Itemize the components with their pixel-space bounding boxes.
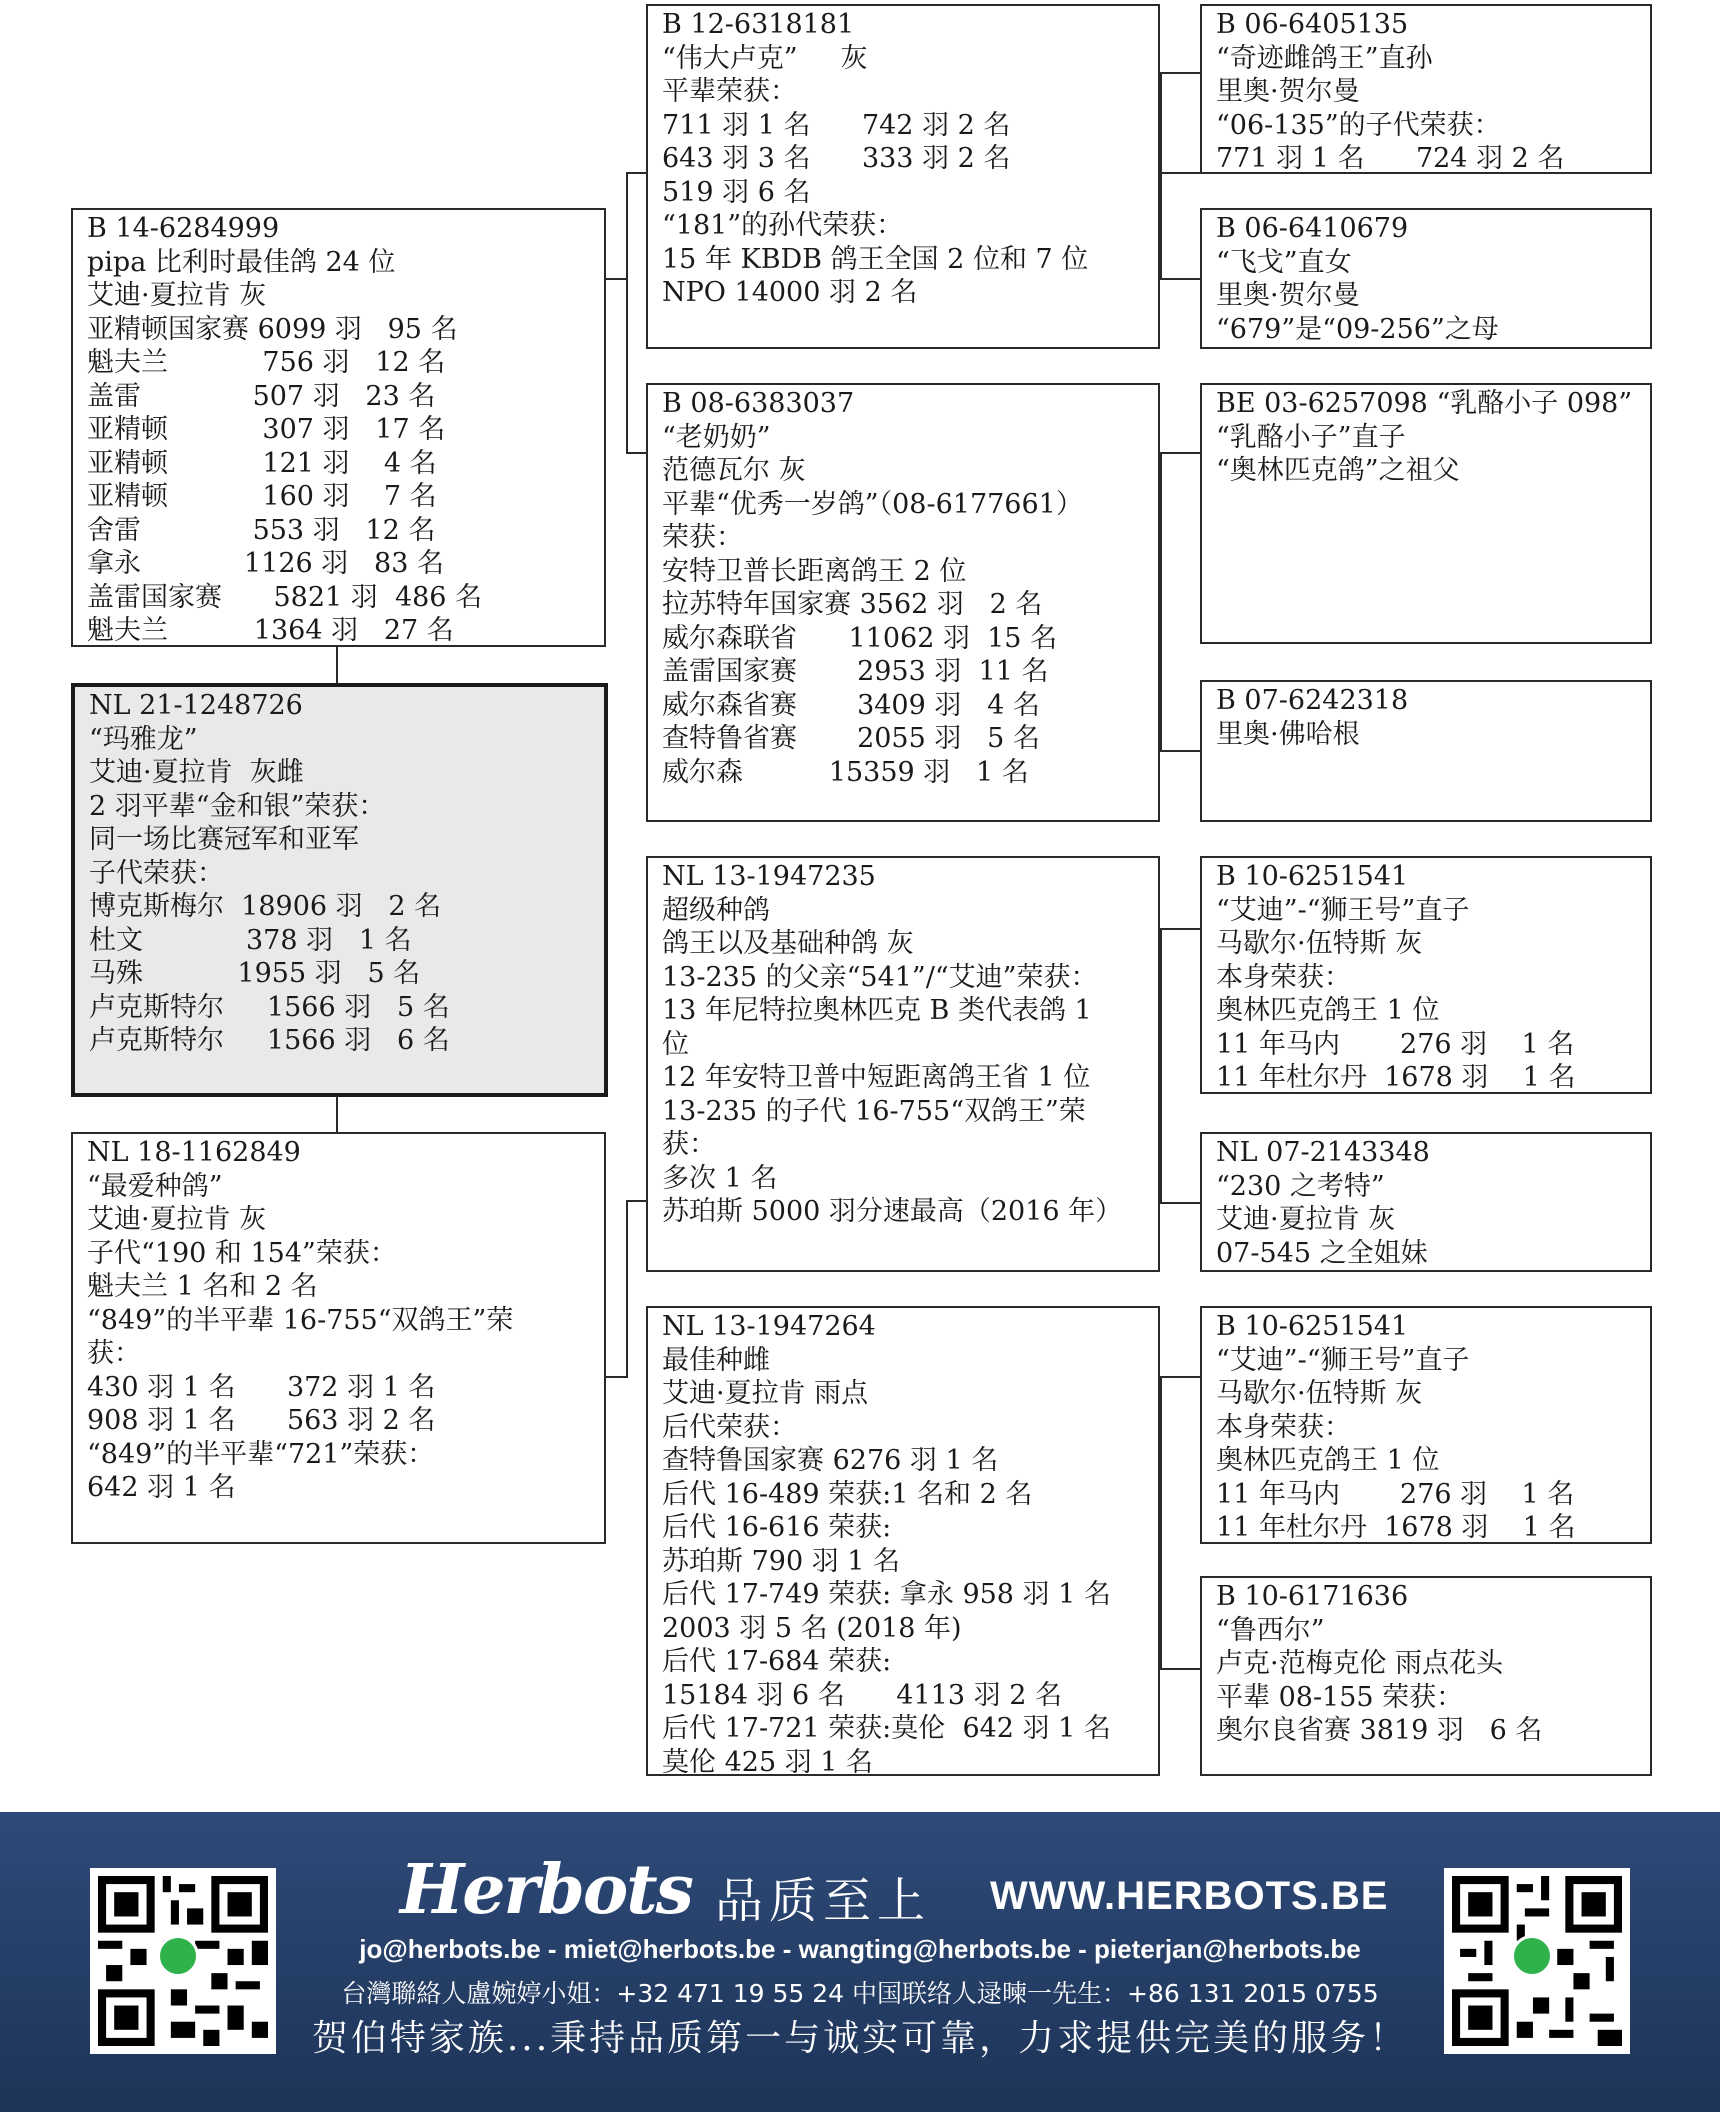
connector-line [605, 278, 627, 280]
pedigree-line: 拉苏特年国家赛 3562 羽 2 名 [662, 589, 1043, 620]
subject-pigeon-box [71, 683, 608, 1097]
ring-number: B 07-6242318 [1216, 685, 1409, 716]
connector-line [1160, 72, 1162, 280]
pedigree-line: 后代 16-489 荣获:1 名和 2 名 [662, 1478, 1033, 1510]
pedigree-line: 奥尔良省赛 3819 羽 6 名 [1216, 1715, 1543, 1746]
pedigree-line: 荣获： [662, 522, 743, 553]
sire-dam-box [646, 383, 1160, 822]
pedigree-line: 亚精顿国家赛 6099 羽 95 名 [87, 313, 458, 345]
pedigree-line: 艾迪·夏拉肯 雨点 [662, 1378, 869, 1409]
pedigree-line: “最爱种鸽” [87, 1170, 223, 1202]
pedigree-line: 后代 17-684 荣获: [662, 1646, 892, 1677]
pedigree-line: 奥林匹克鸽王 1 位 [1216, 995, 1440, 1026]
pedigree-line: 子代荣获： [89, 857, 224, 889]
pedigree-line: 艾迪·夏拉肯 灰 [87, 280, 267, 311]
pedigree-line: 艾迪·夏拉肯 灰 [1216, 1204, 1396, 1235]
pedigree-line: 舍雷 553 羽 12 名 [87, 514, 436, 546]
pedigree-line: 711 羽 1 名 742 羽 2 名 [662, 109, 1011, 141]
pedigree-line: 里奥·贺尔曼 [1216, 280, 1360, 311]
herbots-logo: Herbots [400, 1850, 692, 1930]
pedigree-line: 苏珀斯 790 羽 1 名 [662, 1545, 901, 1577]
sire-dam-sire-box [1200, 383, 1652, 644]
sire-sire-dam-box [1200, 208, 1652, 349]
pedigree-line: 杜文 378 羽 1 名 [89, 924, 412, 956]
connector-line [1160, 172, 1200, 174]
sire-sire-sire-box [1200, 4, 1652, 174]
motto: 贺伯特家族...秉持品质第一与诚实可靠，力求提供完美的服务！ [311, 2018, 1409, 2059]
ring-number: NL 18-1162849 [87, 1137, 301, 1168]
pedigree-line: 15184 羽 6 名 4113 羽 2 名 [662, 1679, 1062, 1711]
pedigree-line: 15 年 KBDB 鸽王全国 2 位和 7 位 [662, 243, 1089, 275]
pedigree-line: 里奥·佛哈根 [1216, 718, 1360, 750]
ring-number: BE 03-6257098 “乳酪小子 098” [1216, 388, 1633, 419]
connector-line [1160, 278, 1200, 280]
pedigree-line: 07-545 之全姐妹 [1216, 1237, 1428, 1269]
connector-line [626, 1200, 646, 1202]
pedigree-line: 范德瓦尔 灰 [662, 455, 806, 486]
pedigree-line: 获： [662, 1129, 716, 1160]
pedigree-line: 拿永 1126 羽 83 名 [87, 548, 444, 579]
ring-number: NL 07-2143348 [1216, 1137, 1430, 1168]
pedigree-line: 马歇尔·伍特斯 灰 [1216, 1378, 1423, 1409]
ring-number: NL 21-1248726 [89, 690, 303, 721]
pedigree-line: 盖雷国家赛 2953 羽 11 名 [662, 656, 1049, 687]
pedigree-line: “849”的半平辈 16-755“双鸽王”荣 [87, 1304, 514, 1336]
pedigree-line: 本身荣获： [1216, 961, 1351, 993]
pedigree-line: “230 之考特” [1216, 1170, 1385, 1202]
pedigree-line: 奥林匹克鸽王 1 位 [1216, 1445, 1440, 1476]
pedigree-line: 亚精顿 160 羽 7 名 [87, 481, 437, 512]
pedigree-line: pipa 比利时最佳鸽 24 位 [87, 246, 396, 278]
pedigree-line: 子代“190 和 154”荣获： [87, 1237, 397, 1269]
pedigree-line: 后代 16-616 荣获: [662, 1512, 892, 1543]
pedigree-line: “181”的孙代荣获： [662, 210, 904, 241]
pedigree-line: 艾迪·夏拉肯 灰雌 [89, 757, 304, 788]
pedigree-line: 11 年杜尔丹 1678 羽 1 名 [1216, 1512, 1576, 1543]
ring-number: B 06-6410679 [1216, 213, 1409, 244]
dam-box [71, 1132, 606, 1544]
pedigree-line: 11 年杜尔丹 1678 羽 1 名 [1216, 1062, 1576, 1093]
pedigree-line: 13-235 的父亲“541”/“艾迪”荣获： [662, 961, 1098, 993]
ring-number: NL 13-1947235 [662, 861, 876, 892]
pedigree-line: “奥林匹克鸽”之祖父 [1216, 455, 1460, 486]
pedigree-line: 11 年马内 276 羽 1 名 [1216, 1028, 1575, 1060]
dam-dam-box [646, 1306, 1160, 1776]
pedigree-line: “伟大卢克” 灰 [662, 42, 868, 74]
connector-line [1160, 452, 1162, 752]
pedigree-line: 同一场比赛冠军和亚军 [89, 824, 359, 855]
pedigree-line: “艾迪”-“狮王号”直子 [1216, 1344, 1470, 1376]
pedigree-line: 获： [87, 1338, 141, 1369]
connector-line [336, 1092, 338, 1132]
ring-number: NL 13-1947264 [662, 1311, 876, 1342]
pedigree-line: 里奥·贺尔曼 [1216, 76, 1360, 107]
line-qr-code[interactable] [90, 1868, 276, 2054]
ring-number: B 06-6405135 [1216, 9, 1409, 40]
pedigree-line: 卢克斯特尔 1566 羽 5 名 [89, 991, 450, 1023]
pedigree-line: “乳酪小子”直子 [1216, 421, 1406, 453]
footer-banner [0, 1812, 1720, 2112]
pedigree-line: 平辈荣获： [662, 76, 797, 107]
connector-line [1160, 928, 1200, 930]
ring-number: B 10-6171636 [1216, 1581, 1409, 1612]
dam-sire-sire-box [1200, 856, 1652, 1094]
ring-number: B 08-6383037 [662, 388, 855, 419]
pedigree-line: 艾迪·夏拉肯 灰 [87, 1204, 267, 1235]
pedigree-line: 莫伦 425 羽 1 名 [662, 1746, 874, 1776]
dam-sire-dam-box [1200, 1132, 1652, 1272]
pedigree-line: 643 羽 3 名 333 羽 2 名 [662, 143, 1011, 174]
connector-line [626, 172, 628, 452]
connector-line [336, 647, 338, 683]
pedigree-line: “老奶奶” [662, 421, 771, 453]
ring-number: B 10-6251541 [1216, 861, 1409, 892]
pedigree-line: “艾迪”-“狮王号”直子 [1216, 894, 1470, 926]
line-icon [157, 1935, 199, 1977]
pedigree-line: 马殊 1955 羽 5 名 [89, 958, 421, 989]
pedigree-line: “鲁西尔” [1216, 1614, 1325, 1646]
sire-dam-dam-box [1200, 680, 1652, 822]
connector-line [1160, 1376, 1200, 1378]
pedigree-line: 12 年安特卫普中短距离鸽王省 1 位 [662, 1062, 1091, 1093]
dam-sire-box [646, 856, 1160, 1272]
dam-dam-dam-box [1200, 1576, 1652, 1776]
connector-line [1160, 452, 1200, 454]
pedigree-line: 430 羽 1 名 372 羽 1 名 [87, 1371, 436, 1403]
pedigree-line: 威尔森联省 11062 羽 15 名 [662, 622, 1058, 654]
pedigree-line: 11 年马内 276 羽 1 名 [1216, 1478, 1575, 1510]
pedigree-line: “玛雅龙” [89, 723, 198, 755]
pedigree-line: 771 羽 1 名 724 羽 2 名 [1216, 143, 1565, 174]
pedigree-line: 查特鲁国家赛 6276 羽 1 名 [662, 1445, 999, 1476]
connector-line [1160, 928, 1162, 1204]
pedigree-line: 642 羽 1 名 [87, 1472, 236, 1503]
wechat-qr-code[interactable] [1444, 1868, 1630, 2054]
pedigree-line: 平辈“优秀一岁鸽”（08-6177661） [662, 488, 1083, 520]
pedigree-line: 2003 羽 5 名 (2018 年) [662, 1612, 962, 1644]
contact-info: 台灣聯絡人盧婉婷小姐：+32 471 19 55 24 中国联络人逯暕一先生：+86 131 2015 0755 [341, 1979, 1379, 2008]
connector-line [626, 1200, 628, 1378]
pedigree-line: 马歇尔·伍特斯 灰 [1216, 928, 1423, 959]
pedigree-line: 13-235 的子代 16-755“双鸽王”荣 [662, 1095, 1086, 1127]
pedigree-line: 13 年尼特拉奥林匹克 B 类代表鸽 1 [662, 995, 1092, 1026]
pedigree-line: 苏珀斯 5000 羽分速最高（2016 年） [662, 1196, 1123, 1227]
wechat-icon [1511, 1935, 1553, 1977]
pedigree-line: 魁夫兰 1 名和 2 名 [87, 1271, 318, 1302]
pedigree-line: 后代 17-749 荣获: 拿永 958 羽 1 名 [662, 1579, 1111, 1610]
pedigree-line: 亚精顿 121 羽 4 名 [87, 447, 437, 479]
connector-line [1160, 1668, 1200, 1670]
brand-row [300, 1850, 1420, 1930]
pedigree-line: 后代荣获： [662, 1411, 797, 1443]
pedigree-line: “飞戈”直女 [1216, 246, 1352, 278]
pedigree-line: 多次 1 名 [662, 1162, 778, 1194]
pedigree-line: 2 羽平辈“金和银”荣获： [89, 790, 386, 822]
pedigree-line: 鸽王以及基础种鸽 灰 [662, 928, 914, 959]
pedigree-line: 超级种鸽 [662, 894, 770, 926]
pedigree-line: 威尔森 15359 羽 1 名 [662, 756, 1029, 788]
pedigree-line: 亚精顿 307 羽 17 名 [87, 414, 446, 445]
pedigree-line: 魁夫兰 756 羽 12 名 [87, 347, 446, 378]
pedigree-line: 卢克·范梅克伦 雨点花头 [1216, 1648, 1504, 1679]
pedigree-line: 平辈 08-155 荣获： [1216, 1681, 1464, 1713]
connector-line [1160, 72, 1200, 74]
connector-line [626, 452, 646, 454]
pedigree-line: 本身荣获： [1216, 1411, 1351, 1443]
pedigree-line: 威尔森省赛 3409 羽 4 名 [662, 689, 1040, 721]
pedigree-line: 908 羽 1 名 563 羽 2 名 [87, 1405, 436, 1436]
connector-line [1160, 750, 1200, 752]
pedigree-line: “奇迹雌鸽王”直孙 [1216, 42, 1433, 74]
pedigree-line: 博克斯梅尔 18906 羽 2 名 [89, 891, 442, 922]
pedigree-line: “679”是“09-256”之母 [1216, 313, 1499, 345]
pedigree-line: “06-135”的子代荣获： [1216, 109, 1501, 141]
ring-number: B 10-6251541 [1216, 1311, 1409, 1342]
sire-sire-box [646, 4, 1160, 349]
pedigree-line: “849”的半平辈“721”荣获： [87, 1438, 435, 1470]
ring-number: B 12-6318181 [662, 9, 855, 40]
pedigree-line: 后代 17-721 荣获:莫伦 642 羽 1 名 [662, 1713, 1111, 1744]
slogan: 品质至上 [715, 1873, 932, 1929]
pedigree-line: 519 羽 6 名 [662, 176, 811, 208]
sire-box [71, 208, 606, 647]
pedigree-line: 盖雷国家赛 5821 羽 486 名 [87, 581, 483, 613]
pedigree-line: 卢克斯特尔 1566 羽 6 名 [89, 1025, 450, 1056]
email-list[interactable]: jo@herbots.be - miet@herbots.be - wangting@herbots.be - pieterjan@herbots.be [359, 1934, 1361, 1964]
pedigree-line: 安特卫普长距离鸽王 2 位 [662, 555, 967, 587]
connector-line [1160, 1202, 1200, 1204]
pedigree-line: 查特鲁省赛 2055 羽 5 名 [662, 723, 1040, 754]
connector-line [1160, 1376, 1162, 1670]
website-link[interactable]: WWW.HERBOTS.BE [990, 1874, 1389, 1918]
pedigree-line: 盖雷 507 羽 23 名 [87, 380, 436, 412]
pedigree-line: 位 [662, 1028, 689, 1060]
connector-line [626, 172, 646, 174]
ring-number: B 14-6284999 [87, 213, 280, 244]
pedigree-line: 最佳种雌 [662, 1344, 770, 1376]
dam-dam-sire-box [1200, 1306, 1652, 1544]
connector-line [605, 1376, 627, 1378]
pedigree-line: NPO 14000 羽 2 名 [662, 277, 918, 308]
pedigree-line: 魁夫兰 1364 羽 27 名 [87, 615, 454, 646]
